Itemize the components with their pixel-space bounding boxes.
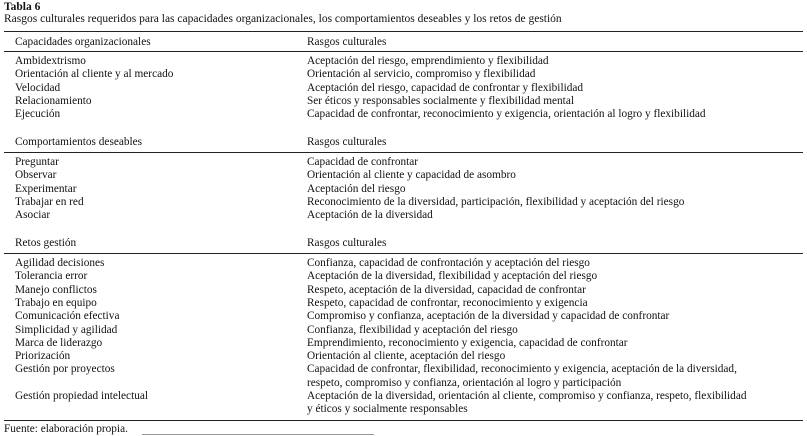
table-top-rule	[4, 31, 803, 32]
row-label: Comunicación efectiva	[15, 310, 120, 323]
row-value-continued: respeto, compromiso y confianza, orientación al logro y participación	[307, 376, 622, 389]
row-label: Manejo conflictos	[15, 283, 97, 296]
row-label: Ejecución	[15, 108, 61, 121]
table-row	[0, 82, 807, 95]
header-capacidades: Capacidades organizacionales	[15, 36, 151, 48]
table-row	[0, 324, 807, 337]
row-value: Orientación al cliente, aceptación del riesgo	[307, 350, 506, 363]
row-label: Experimentar	[15, 182, 77, 195]
row-value: Aceptación de la diversidad, orientación al cliente, compromiso y confianza, respeto, flexibilidad	[307, 390, 747, 402]
header-rasgos: Rasgos culturales	[307, 237, 387, 249]
row-value: Respeto, capacidad de confrontar, reconocimiento y exigencia	[307, 296, 588, 309]
row-label: Asociar	[15, 209, 51, 222]
table-row	[0, 156, 807, 169]
table-row	[0, 55, 807, 68]
row-label: Velocidad	[15, 81, 61, 94]
table-row-continuation	[0, 377, 807, 390]
table-row	[0, 270, 807, 283]
row-label: Orientación al cliente y al mercado	[15, 68, 174, 81]
table-row	[0, 350, 807, 363]
section-header-row	[0, 36, 807, 49]
table-row	[0, 183, 807, 196]
row-value: Aceptación del riesgo, emprendimiento y flexibilidad	[307, 55, 549, 67]
row-label: Agilidad decisiones	[15, 257, 105, 269]
row-label: Tolerancia error	[15, 270, 88, 283]
row-label: Preguntar	[15, 156, 59, 168]
row-value: Ser éticos y responsables socialmente y flexibilidad mental	[307, 94, 574, 107]
row-value: Emprendimiento, reconocimiento y exigencia, capacidad de confrontar	[307, 336, 628, 349]
table-row	[0, 108, 807, 121]
table-row	[0, 169, 807, 182]
row-value: Respeto, aceptación de la diversidad, capacidad de confrontar	[307, 283, 586, 296]
row-value: Aceptación de la diversidad, flexibilidad y aceptación del riesgo	[307, 270, 598, 283]
row-value: Capacidad de confrontar, reconocimiento y exigencia, orientación al logro y flexibilidad	[307, 108, 706, 121]
header-retos: Retos gestión	[15, 237, 77, 249]
row-label: Gestión propiedad intelectual	[15, 390, 149, 402]
section-header-rule	[4, 51, 803, 52]
table-row	[0, 95, 807, 108]
table-row	[0, 68, 807, 81]
row-label: Priorización	[15, 350, 71, 363]
table-row	[0, 337, 807, 350]
table-row-continuation	[0, 403, 807, 416]
table-row	[0, 363, 807, 376]
section-header-row	[0, 136, 807, 149]
table-bottom-rule	[4, 420, 803, 421]
row-label: Trabajo en equipo	[15, 296, 97, 309]
row-value: Compromiso y confianza, aceptación de la diversidad y capacidad de confrontar	[307, 310, 670, 323]
row-value: Orientación al cliente y capacidad de asombro	[307, 169, 516, 182]
table-caption: Rasgos culturales requeridos para las capacidades organizacionales, los comportamientos deseables y los retos de gestión	[4, 13, 562, 25]
row-label: Marca de liderazgo	[15, 336, 103, 349]
section-header-row	[0, 237, 807, 250]
table-row	[0, 257, 807, 270]
table-row	[0, 209, 807, 222]
row-value: Confianza, capacidad de confrontación y aceptación del riesgo	[307, 257, 590, 269]
section-header-rule	[4, 152, 803, 153]
row-label: Ambidextrismo	[15, 55, 86, 67]
row-value-continued: y éticos y socialmente responsables	[307, 403, 468, 416]
row-label: Observar	[15, 169, 57, 182]
row-value: Capacidad de confrontar, flexibilidad, reconocimiento y exigencia, aceptación de la diversidad,	[307, 363, 737, 376]
footnote-rule	[142, 434, 374, 435]
row-label: Trabajar en red	[15, 195, 84, 208]
table-row	[0, 390, 807, 403]
row-value: Confianza, flexibilidad y aceptación del riesgo	[307, 323, 518, 336]
row-value: Aceptación del riesgo	[307, 182, 406, 195]
row-value: Reconocimiento de la diversidad, participación, flexibilidad y aceptación del riesgo	[307, 195, 685, 208]
row-value: Orientación al servicio, compromiso y flexibilidad	[307, 68, 536, 81]
table-title: Tabla 6	[4, 1, 41, 13]
section-header-rule	[4, 253, 803, 254]
row-value: Aceptación del riesgo, capacidad de confrontar y flexibilidad	[307, 81, 584, 94]
row-label: Relacionamiento	[15, 94, 92, 107]
header-rasgos: Rasgos culturales	[307, 136, 387, 148]
row-value: Capacidad de confrontar	[307, 156, 419, 168]
row-value: Aceptación de la diversidad	[307, 209, 433, 222]
header-comportamientos: Comportamientos deseables	[15, 136, 143, 148]
row-label: Simplicidad y agilidad	[15, 323, 118, 336]
header-rasgos: Rasgos culturales	[307, 36, 387, 48]
row-label: Gestión por proyectos	[15, 363, 115, 376]
table-row	[0, 284, 807, 297]
table-source: Fuente: elaboración propia.	[4, 423, 128, 435]
table-row	[0, 297, 807, 310]
table-row	[0, 310, 807, 323]
table-row	[0, 196, 807, 209]
